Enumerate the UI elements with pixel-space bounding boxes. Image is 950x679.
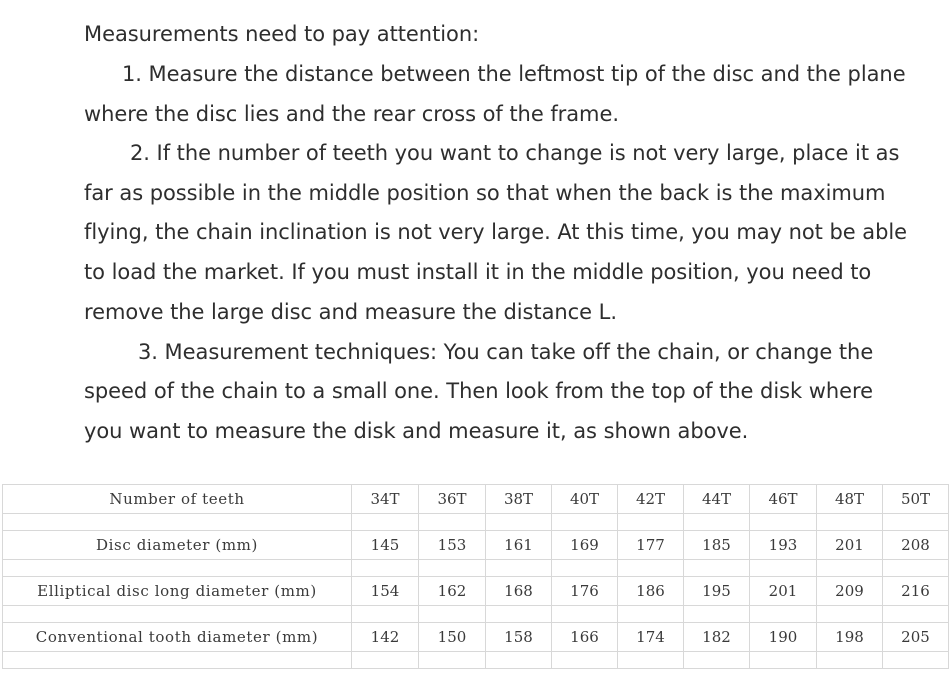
table-cell: 38T [486, 485, 552, 514]
notes-heading: Measurements need to pay attention: [84, 22, 480, 46]
table-row [3, 577, 949, 606]
table-cell: 42T [618, 485, 684, 514]
spacer-row [3, 606, 949, 623]
spacer-cell [618, 560, 684, 577]
spacer-cell [817, 606, 883, 623]
note-line: where the disc lies and the rear cross of the frame. [84, 102, 619, 126]
spacer-cell [419, 560, 486, 577]
spacer-cell [352, 652, 419, 669]
table-cell: 34T [352, 485, 419, 514]
spacer-cell [817, 560, 883, 577]
note-line: remove the large disc and measure the distance L. [84, 300, 617, 324]
spacer-cell [750, 560, 817, 577]
spacer-cell [750, 606, 817, 623]
spacer-cell [419, 606, 486, 623]
spacer-row [3, 652, 949, 669]
spacer-row [3, 560, 949, 577]
table-cell: 158 [486, 623, 552, 652]
table-cell: 46T [750, 485, 817, 514]
table-row [3, 623, 949, 652]
spacer-cell [486, 560, 552, 577]
row-label: Elliptical disc long diameter (mm) [3, 577, 352, 606]
spacer-cell [817, 514, 883, 531]
table-cell: 205 [883, 623, 949, 652]
table-cell: 208 [883, 531, 949, 560]
spacer-row [3, 514, 949, 531]
table-row [3, 531, 949, 560]
table-row [3, 485, 949, 514]
spacer-cell [3, 560, 352, 577]
spacer-cell [552, 560, 618, 577]
note-line: you want to measure the disk and measure it, as shown above. [84, 419, 749, 443]
spacer-cell [883, 652, 949, 669]
spacer-cell [486, 652, 552, 669]
spacer-cell [552, 652, 618, 669]
spacer-cell [684, 514, 750, 531]
table-cell: 186 [618, 577, 684, 606]
table-cell: 166 [552, 623, 618, 652]
table-cell: 201 [750, 577, 817, 606]
spacer-cell [419, 652, 486, 669]
table-cell: 142 [352, 623, 419, 652]
spacer-cell [486, 606, 552, 623]
table-cell: 182 [684, 623, 750, 652]
spacer-cell [684, 606, 750, 623]
spacer-cell [883, 514, 949, 531]
note-line: 3. Measurement techniques: You can take off the chain, or change the [138, 340, 874, 364]
spacer-cell [3, 652, 352, 669]
table-cell: 161 [486, 531, 552, 560]
table-cell: 198 [817, 623, 883, 652]
table-cell: 153 [419, 531, 486, 560]
spacer-cell [750, 514, 817, 531]
spacer-cell [552, 606, 618, 623]
spacer-cell [618, 652, 684, 669]
table-cell: 40T [552, 485, 618, 514]
table-cell: 154 [352, 577, 419, 606]
note-line: 2. If the number of teeth you want to change is not very large, place it as [130, 141, 900, 165]
spacer-cell [618, 514, 684, 531]
spacer-cell [817, 652, 883, 669]
table-cell: 145 [352, 531, 419, 560]
spacer-cell [552, 514, 618, 531]
table-cell: 177 [618, 531, 684, 560]
table-cell: 195 [684, 577, 750, 606]
table-cell: 174 [618, 623, 684, 652]
spacer-cell [684, 560, 750, 577]
table-cell: 36T [419, 485, 486, 514]
note-line: 1. Measure the distance between the leftmost tip of the disc and the plane [122, 62, 906, 86]
spacer-cell [883, 606, 949, 623]
spacer-cell [3, 606, 352, 623]
spacer-cell [3, 514, 352, 531]
spacer-cell [883, 560, 949, 577]
table-cell: 190 [750, 623, 817, 652]
table-cell: 185 [684, 531, 750, 560]
table-cell: 216 [883, 577, 949, 606]
table-cell: 150 [419, 623, 486, 652]
spacer-cell [352, 514, 419, 531]
note-line: far as possible in the middle position so that when the back is the maximum [84, 181, 886, 205]
note-line: flying, the chain inclination is not very large. At this time, you may not be able [84, 220, 908, 244]
row-label: Conventional tooth diameter (mm) [3, 623, 352, 652]
table-cell: 176 [552, 577, 618, 606]
note-line: speed of the chain to a small one. Then look from the top of the disk where [84, 379, 873, 403]
table-cell: 209 [817, 577, 883, 606]
table-cell: 50T [883, 485, 949, 514]
size-table-body [3, 485, 949, 669]
table-cell: 193 [750, 531, 817, 560]
spacer-cell [750, 652, 817, 669]
spacer-cell [618, 606, 684, 623]
table-cell: 48T [817, 485, 883, 514]
table-cell: 169 [552, 531, 618, 560]
table-cell: 201 [817, 531, 883, 560]
table-cell: 168 [486, 577, 552, 606]
table-cell: 44T [684, 485, 750, 514]
size-table [2, 484, 949, 669]
spacer-cell [684, 652, 750, 669]
table-cell: 162 [419, 577, 486, 606]
row-label: Disc diameter (mm) [3, 531, 352, 560]
spacer-cell [352, 560, 419, 577]
spacer-cell [419, 514, 486, 531]
row-label: Number of teeth [3, 485, 352, 514]
note-line: to load the market. If you must install it in the middle position, you need to [84, 260, 872, 284]
spacer-cell [352, 606, 419, 623]
spacer-cell [486, 514, 552, 531]
